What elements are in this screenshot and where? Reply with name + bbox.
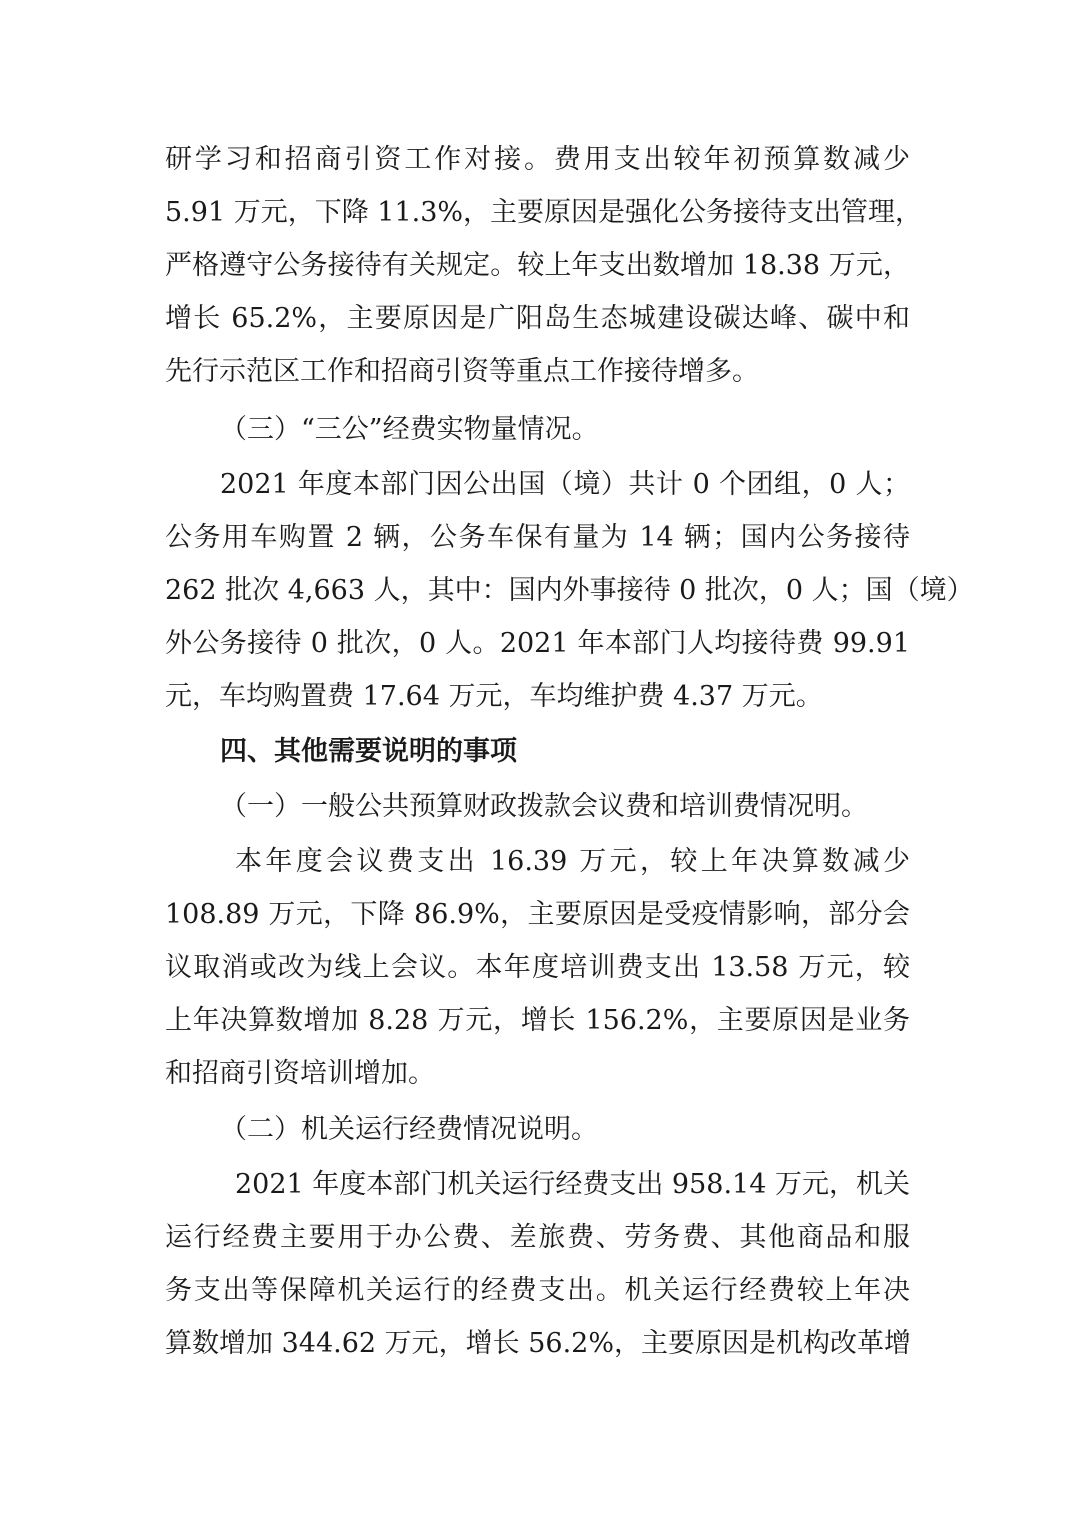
text-line: 议取消或改为线上会议。本年度培训费支出 13.58 万元，较 — [165, 952, 910, 983]
section-heading: （三）“三公”经费实物量情况。 — [220, 414, 599, 445]
text-line: 运行经费主要用于办公费、差旅费、劳务费、其他商品和服 — [165, 1222, 910, 1253]
text-line: 严格遵守公务接待有关规定。较上年支出数增加 18.38 万元， — [165, 250, 910, 281]
text-line: 2021 年度本部门机关运行经费支出 958.14 万元，机关 — [235, 1169, 910, 1200]
text-line: 元，车均购置费 17.64 万元，车均维护费 4.37 万元。 — [165, 681, 823, 712]
text-line: 研学习和招商引资工作对接。费用支出较年初预算数减少 — [165, 144, 910, 175]
text-line: 上年决算数增加 8.28 万元，增长 156.2%，主要原因是业务 — [165, 1005, 910, 1036]
text-line: 2021 年度本部门因公出国（境）共计 0 个团组，0 人； — [220, 469, 910, 500]
text-line: 262 批次 4,663 人，其中：国内外事接待 0 批次，0 人；国（境） — [165, 575, 974, 606]
section-heading: （二）机关运行经费情况说明。 — [220, 1114, 598, 1145]
section-heading: （一）一般公共预算财政拨款会议费和培训费情况明。 — [220, 791, 868, 822]
text-line: 108.89 万元，下降 86.9%，主要原因是受疫情影响，部分会 — [165, 899, 910, 930]
text-line: 5.91 万元，下降 11.3%，主要原因是强化公务接待支出管理， — [165, 197, 923, 228]
chapter-heading: 四、其他需要说明的事项 — [220, 736, 517, 767]
text-line: 先行示范区工作和招商引资等重点工作接待增多。 — [165, 356, 759, 387]
text-line: 外公务接待 0 批次，0 人。2021 年本部门人均接待费 99.91 — [165, 628, 910, 659]
text-line: 增长 65.2%，主要原因是广阳岛生态城建设碳达峰、碳中和 — [165, 303, 910, 334]
text-line: 算数增加 344.62 万元，增长 56.2%，主要原因是机构改革增 — [165, 1328, 911, 1359]
text-line: 本年度会议费支出 16.39 万元，较上年决算数减少 — [235, 846, 910, 877]
text-line: 务支出等保障机关运行的经费支出。机关运行经费较上年决 — [165, 1275, 910, 1306]
text-line: 和招商引资培训增加。 — [165, 1058, 435, 1089]
text-line: 公务用车购置 2 辆，公务车保有量为 14 辆；国内公务接待 — [165, 522, 910, 553]
